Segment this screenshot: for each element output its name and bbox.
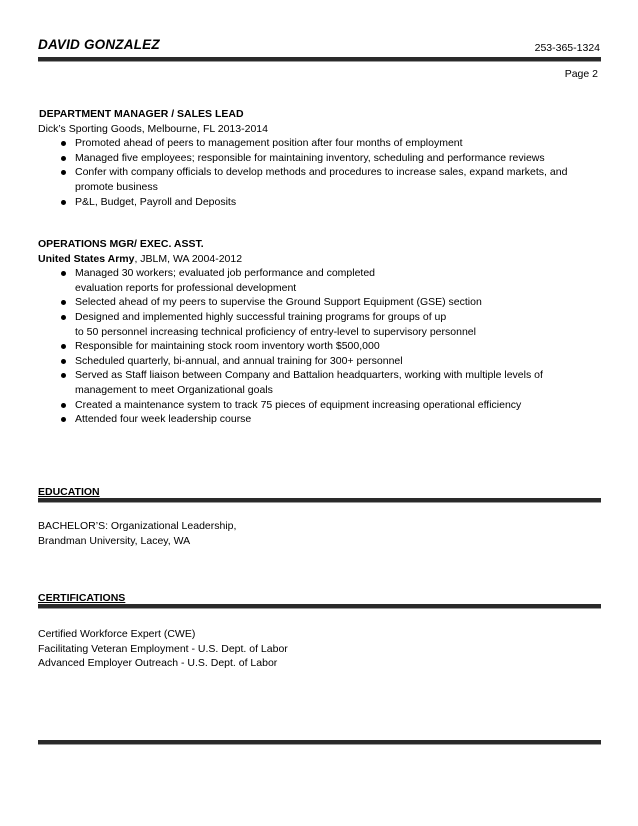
bullet-item [38,195,598,210]
bullet-dot-icon [61,344,66,349]
bullet-dot-icon [61,271,66,276]
education-rule [38,498,601,502]
bullet-dot-icon [61,200,66,205]
job-employer [38,122,598,137]
bullet-dot-icon [61,141,66,146]
bullet-text: Managed 30 workers; evaluated job performance and completed [75,267,376,280]
employer-details: , JBLM, WA 2004-2012 [134,252,243,265]
job-employer [38,252,598,267]
bullet-dot-icon [61,300,66,305]
certification-item: Facilitating Veteran Employment - U.S. Dept. of Labor [38,642,288,655]
certifications-rule [38,604,601,608]
certification-item: Advanced Employer Outreach - U.S. Dept. of Labor [38,657,278,670]
bullet-item [38,136,598,151]
bullet-text: Created a maintenance system to track 75 pieces of equipment increasing operational efficiency [75,398,522,411]
bullet-item [38,165,598,194]
bullet-text: Selected ahead of my peers to supervise the Ground Support Equipment (GSE) section [75,296,482,309]
bullet-dot-icon [61,359,66,364]
employer-details: Dick’s Sporting Goods, Melbourne, FL 2013-2014 [38,122,268,135]
bullet-dot-icon [61,403,66,408]
candidate-name: DAVID GONZALEZ [38,37,160,52]
job-title: OPERATIONS MGR/ EXEC. ASST. [38,238,204,250]
bullet-item [38,151,598,166]
section-title-certifications: CERTIFICATIONS [38,592,126,604]
bullet-item [38,310,598,339]
section-title-education: EDUCATION [38,486,100,498]
phone-number: 253-365-1324 [534,42,600,54]
bullet-item [38,354,598,369]
bullet-text: Promoted ahead of peers to management position after four months of employment [75,137,463,150]
page-number: Page 2 [564,68,598,80]
bullet-item [38,412,598,427]
bullet-dot-icon [61,417,66,422]
bullet-text: Confer with company officials to develop methods and procedures to increase sales, expand markets, and [75,166,568,179]
bullet-dot-icon [61,373,66,378]
header-rule [38,57,601,61]
bullet-dot-icon [61,170,66,175]
bullet-item [38,295,598,310]
bullet-item [38,266,598,295]
bullet-text: evaluation reports for professional development [75,281,297,294]
bullet-dot-icon [61,315,66,320]
bullet-item [38,339,598,354]
certification-item: Certified Workforce Expert (CWE) [38,628,196,640]
bullet-text: Responsible for maintaining stock room inventory worth $500,000 [75,340,380,353]
bullet-text: Scheduled quarterly, bi-annual, and annual training for 300+ personnel [75,354,403,367]
employer-name: United States Army [38,252,135,265]
bullet-dot-icon [61,156,66,161]
job-title: DEPARTMENT MANAGER / SALES LEAD [39,108,244,120]
bullet-text: Designed and implemented highly successful training programs for groups of up [75,310,447,323]
bullet-text: management to meet Organizational goals [75,383,273,396]
bullet-text: Served as Staff liaison between Company and Battalion headquarters, working with multiple levels of [75,369,543,382]
school-line: Brandman University, Lacey, WA [38,534,191,547]
footer-rule [38,740,601,744]
bullet-item [38,368,598,397]
education-details [38,519,598,548]
bullet-text: Managed five employees; responsible for maintaining inventory, scheduling and performance reviews [75,151,545,164]
job-bullets [38,136,598,209]
bullet-text: Attended four week leadership course [75,413,252,426]
certifications-details [38,627,598,671]
job-bullets [38,266,598,427]
degree-line: BACHELOR’S: Organizational Leadership, [38,520,237,532]
job-entry-1 [38,107,598,209]
bullet-item [38,398,598,413]
bullet-text: promote business [75,180,158,193]
bullet-text: to 50 personnel increasing technical proficiency of entry-level to supervisory personnel [75,325,476,338]
bullet-text: P&L, Budget, Payroll and Deposits [75,195,237,208]
job-entry-2 [38,237,598,427]
